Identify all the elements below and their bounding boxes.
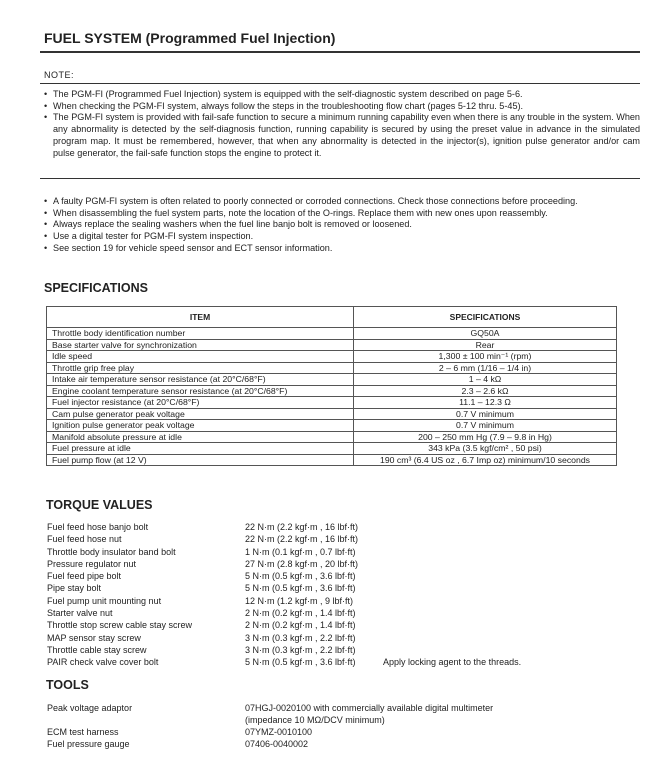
table-row xyxy=(47,397,617,409)
spec-item: Base starter valve for synchronization xyxy=(47,339,354,351)
spec-item: Engine coolant temperature sensor resistance (at 20°C/68°F) xyxy=(47,385,354,397)
specifications-table xyxy=(46,306,617,466)
spec-item: Throttle body identification number xyxy=(47,328,354,340)
torque-row xyxy=(47,632,627,644)
spec-value: 0.7 V minimum xyxy=(354,420,617,432)
spec-value: 11.1 – 12.3 Ω xyxy=(354,397,617,409)
note-label: NOTE: xyxy=(44,70,75,80)
torque-value: 5 N·m (0.5 kgf·m , 3.6 lbf·ft) xyxy=(245,583,356,594)
torque-value: 2 N·m (0.2 kgf·m , 1.4 lbf·ft) xyxy=(245,620,356,631)
torque-value: 1 N·m (0.1 kgf·m , 0.7 lbf·ft) xyxy=(245,546,356,557)
torque-value: 2 N·m (0.2 kgf·m , 1.4 lbf·ft) xyxy=(245,608,356,619)
torque-note: Apply locking agent to the threads. xyxy=(383,657,522,668)
torque-row xyxy=(47,656,627,668)
table-row xyxy=(47,420,617,432)
tools-heading: TOOLS xyxy=(46,678,89,692)
table-row xyxy=(47,385,617,397)
torque-item: Fuel feed hose nut xyxy=(47,534,122,545)
general-item: • A faulty PGM-FI system is often related to poorly connected or corroded connections. Check those connections before proceeding. xyxy=(44,196,640,208)
table-row xyxy=(47,408,617,420)
tool-item: Peak voltage adaptor xyxy=(47,703,133,713)
torque-row xyxy=(47,607,627,619)
torque-heading: TORQUE VALUES xyxy=(46,498,153,512)
torque-row xyxy=(47,546,627,558)
tool-value xyxy=(245,726,627,738)
torque-row xyxy=(47,595,627,607)
spec-item: Manifold absolute pressure at idle xyxy=(47,431,354,443)
spec-item: Fuel injector resistance (at 20°C/68°F) xyxy=(47,397,354,409)
note-item: • The PGM-FI (Programmed Fuel Injection) system is equipped with the self-diagnostic system described on page 5-6. xyxy=(44,89,640,101)
torque-value: 3 N·m (0.3 kgf·m , 2.2 lbf·ft) xyxy=(245,632,356,643)
table-row xyxy=(47,374,617,386)
torque-row xyxy=(47,533,627,545)
general-item: • When disassembling the fuel system parts, note the location of the O-rings. Replace them with new ones upon reassembly. xyxy=(44,208,640,220)
torque-item: Pipe stay bolt xyxy=(47,583,102,594)
specifications-heading: SPECIFICATIONS xyxy=(44,281,148,295)
table-row xyxy=(47,351,617,363)
torque-item: Fuel feed hose banjo bolt xyxy=(47,522,149,532)
torque-item: MAP sensor stay screw xyxy=(47,632,141,643)
tool-value xyxy=(245,702,627,726)
note-item: • The PGM-FI system is provided with fail-safe function to secure a minimum running capability even when there is any trouble in the system. When any abnormality is detected by the self-diagnosis function, running capability is secured by using the preset value in advance in the simulated program map. It must be remembered, however, that when any abnormality is detected in the injector(s), ignition pulse generator and/or cam pulse generator, the fail-safe function stops the engine to protect it. xyxy=(44,112,640,159)
torque-item: Fuel pump unit mounting nut xyxy=(47,595,162,606)
tool-part: 07406-0040002 xyxy=(245,739,309,749)
tool-row xyxy=(47,726,627,738)
general-item: • Always replace the sealing washers when the fuel line banjo bolt is removed or loosened. xyxy=(44,219,640,231)
general-list xyxy=(44,196,640,255)
torque-item: Fuel feed pipe bolt xyxy=(47,571,122,582)
spec-value: 2.3 – 2.6 kΩ xyxy=(354,385,617,397)
spec-value: Rear xyxy=(354,339,617,351)
torque-value: 27 N·m (2.8 kgf·m , 20 lbf·ft) xyxy=(245,558,359,569)
table-row xyxy=(47,443,617,455)
spec-value: 190 cm³ (6.4 US oz , 6.7 Imp oz) minimum/10 seconds xyxy=(354,454,617,466)
spec-item: Fuel pump flow (at 12 V) xyxy=(47,454,354,466)
torque-row xyxy=(47,644,627,656)
torque-item: Throttle body insulator band bolt xyxy=(47,546,176,557)
table-row xyxy=(47,362,617,374)
torque-item: Pressure regulator nut xyxy=(47,558,137,569)
divider xyxy=(40,83,640,84)
tool-part: 07YMZ-0010100 xyxy=(245,727,313,737)
spec-value: 0.7 V minimum xyxy=(354,408,617,420)
torque-row xyxy=(47,619,627,631)
torque-row xyxy=(47,558,627,570)
col-spec: SPECIFICATIONS xyxy=(354,307,617,328)
spec-item: Intake air temperature sensor resistance (at 20°C/68°F) xyxy=(47,374,354,386)
torque-row xyxy=(47,582,627,594)
tool-item: ECM test harness xyxy=(47,727,119,737)
spec-value: 343 kPa (3.5 kgf/cm² , 50 psi) xyxy=(354,443,617,455)
spec-item: Ignition pulse generator peak voltage xyxy=(47,420,354,432)
torque-value: 22 N·m (2.2 kgf·m , 16 lbf·ft) xyxy=(245,534,359,545)
divider xyxy=(40,51,640,53)
tool-row xyxy=(47,702,627,726)
spec-value: 200 – 250 mm Hg (7.9 – 9.8 in Hg) xyxy=(354,431,617,443)
torque-item: Starter valve nut xyxy=(47,608,113,619)
table-row xyxy=(47,328,617,340)
torque-item: PAIR check valve cover bolt xyxy=(47,657,159,668)
spec-item: Throttle grip free play xyxy=(47,362,354,374)
torque-item: Throttle cable stay screw xyxy=(47,644,147,655)
tool-item: Fuel pressure gauge xyxy=(47,739,130,749)
note-item: • When checking the PGM-FI system, always follow the steps in the troubleshooting flow chart (pages 5-12 thru. 5-45). xyxy=(44,101,640,113)
tools-list xyxy=(47,702,627,750)
torque-list xyxy=(47,521,627,669)
torque-row xyxy=(47,570,627,582)
page-title: FUEL SYSTEM (Programmed Fuel Injection) xyxy=(44,30,336,46)
col-item: ITEM xyxy=(47,307,354,328)
spec-value: 2 – 6 mm (1/16 – 1/4 in) xyxy=(354,362,617,374)
divider xyxy=(40,178,640,179)
spec-value: GQ50A xyxy=(354,328,617,340)
torque-value: 12 N·m (1.2 kgf·m , 9 lbf·ft) xyxy=(245,595,354,606)
spec-value: 1,300 ± 100 min⁻¹ (rpm) xyxy=(354,351,617,363)
spec-item: Idle speed xyxy=(47,351,354,363)
tool-part: 07HGJ-0020100 with commercially available digital multimeter xyxy=(245,703,494,713)
torque-value: 3 N·m (0.3 kgf·m , 2.2 lbf·ft) xyxy=(245,644,356,655)
torque-row xyxy=(47,521,627,533)
tool-part-note: (impedance 10 MΩ/DCV minimum) xyxy=(245,715,385,725)
table-row xyxy=(47,431,617,443)
spec-value: 1 – 4 kΩ xyxy=(354,374,617,386)
tool-row xyxy=(47,738,627,750)
spec-item: Fuel pressure at idle xyxy=(47,443,354,455)
torque-value: 5 N·m (0.5 kgf·m , 3.6 lbf·ft) xyxy=(245,657,356,668)
tool-value xyxy=(245,738,627,750)
torque-value: 22 N·m (2.2 kgf·m , 16 lbf·ft) xyxy=(245,522,359,532)
notes-list xyxy=(44,89,640,159)
spec-item: Cam pulse generator peak voltage xyxy=(47,408,354,420)
general-item: • See section 19 for vehicle speed sensor and ECT sensor information. xyxy=(44,243,640,255)
table-row xyxy=(47,339,617,351)
table-row xyxy=(47,454,617,466)
torque-item: Throttle stop screw cable stay screw xyxy=(47,620,193,631)
torque-value: 5 N·m (0.5 kgf·m , 3.6 lbf·ft) xyxy=(245,571,356,582)
general-item: • Use a digital tester for PGM-FI system inspection. xyxy=(44,231,640,243)
